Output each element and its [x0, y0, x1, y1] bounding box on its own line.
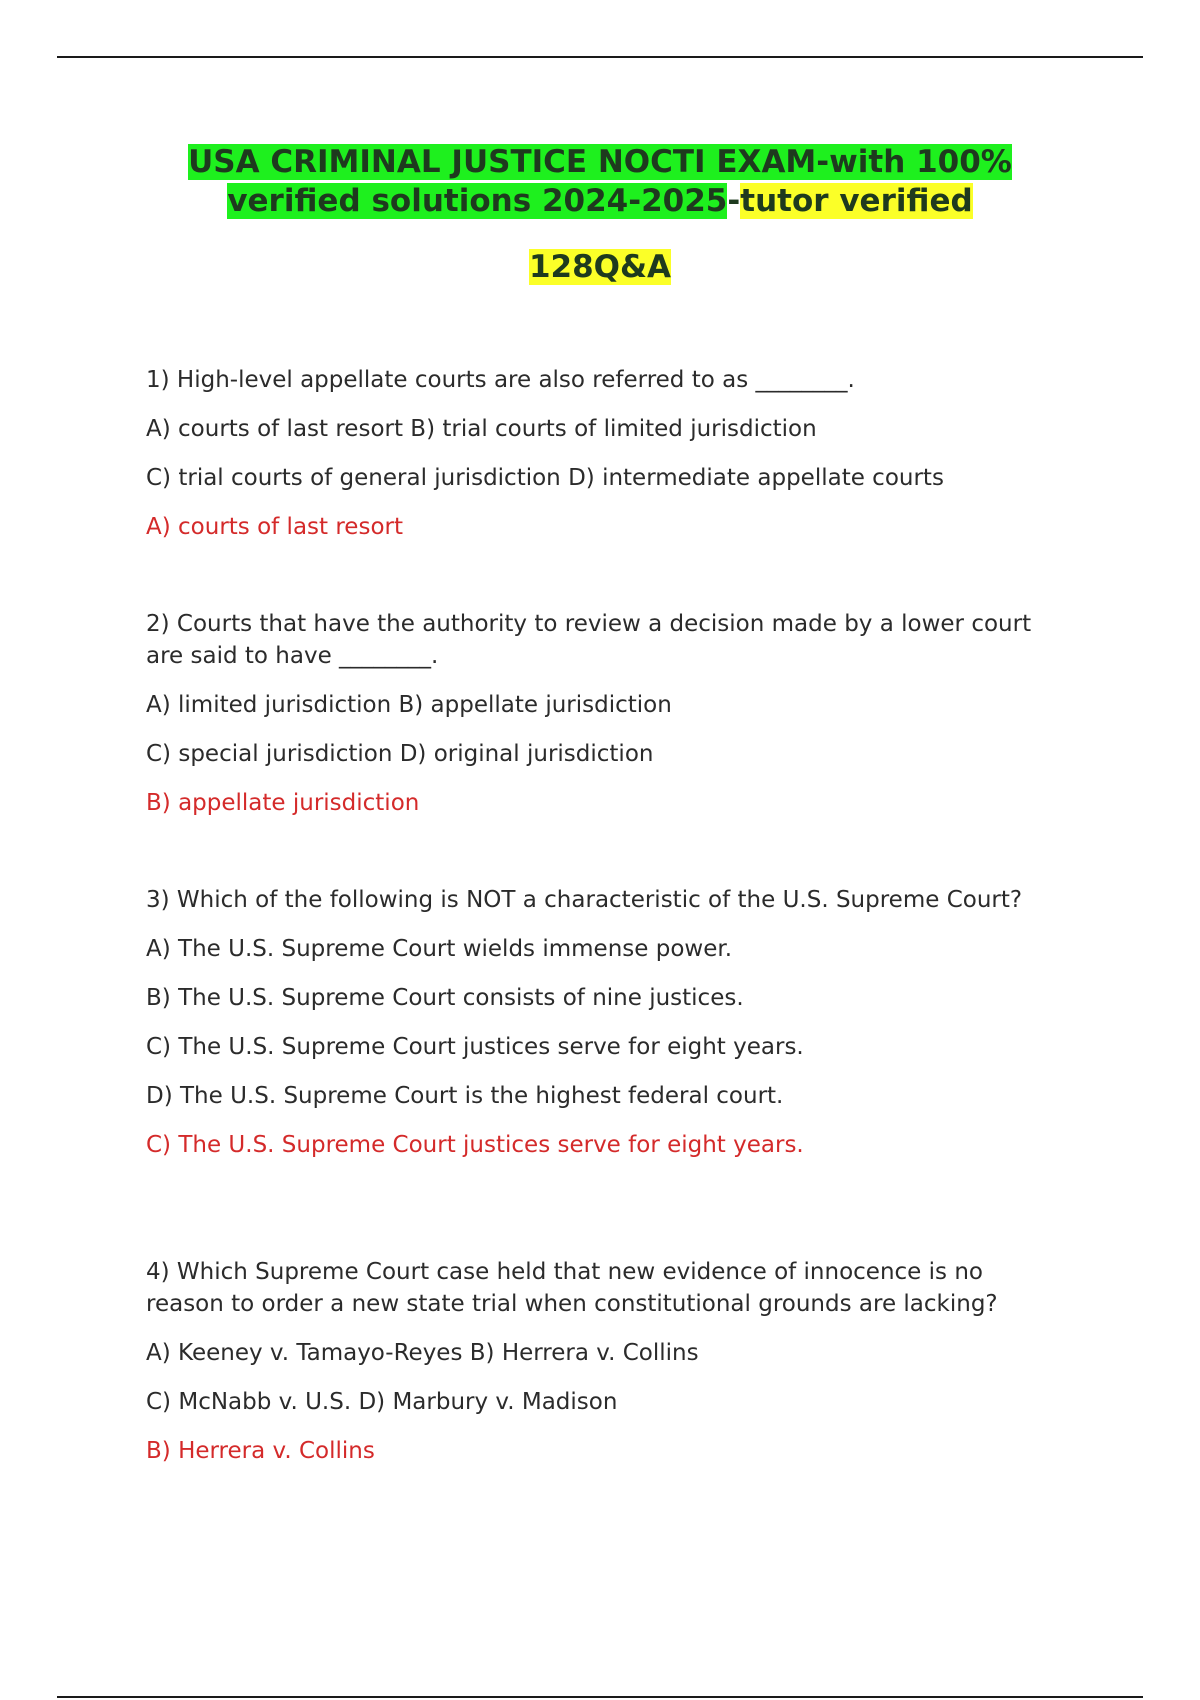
- option-line: C) trial courts of general jurisdiction D) intermediate appellate courts: [146, 465, 944, 491]
- option-line: B) The U.S. Supreme Court consists of nine justices.: [146, 985, 744, 1011]
- answer-text: B) Herrera v. Collins: [146, 1438, 375, 1464]
- option-line: A) limited jurisdiction B) appellate jurisdiction: [146, 692, 672, 718]
- option-line: D) The U.S. Supreme Court is the highest federal court.: [146, 1083, 784, 1109]
- option-line: C) special jurisdiction D) original jurisdiction: [146, 741, 654, 767]
- title-part3: tutor verified: [740, 183, 973, 219]
- answer-text: A) courts of last resort: [146, 514, 403, 540]
- option-line: A) The U.S. Supreme Court wields immense power.: [146, 936, 733, 962]
- question-block-1: [146, 364, 1066, 560]
- option-line: A) Keeney v. Tamayo-Reyes B) Herrera v. Collins: [146, 1340, 699, 1366]
- subtitle-count: 128Q&A: [528, 249, 672, 285]
- option-line: C) The U.S. Supreme Court justices serve for eight years.: [146, 1034, 804, 1060]
- bottom-rule: [57, 1696, 1143, 1698]
- question-text: 2) Courts that have the authority to review a decision made by a lower court are said to have ________.: [146, 611, 1032, 669]
- question-text: 1) High-level appellate courts are also referred to as ________.: [146, 367, 855, 393]
- answer-text: C) The U.S. Supreme Court justices serve for eight years.: [146, 1132, 804, 1158]
- question-block-3: [146, 884, 1066, 1178]
- question-text: 4) Which Supreme Court case held that new evidence of innocence is no reason to order a new state trial when constitutional grounds are lacking?: [146, 1259, 998, 1317]
- title-part2: verified solutions 2024-2025: [227, 183, 728, 219]
- title-dash: -: [727, 183, 741, 219]
- document-title: [0, 143, 1200, 221]
- option-line: A) courts of last resort B) trial courts of limited jurisdiction: [146, 416, 817, 442]
- question-block-2: [146, 608, 1066, 836]
- document-subtitle: [0, 248, 1200, 287]
- top-rule: [57, 56, 1143, 58]
- question-block-4: [146, 1256, 1066, 1484]
- title-part1: USA CRIMINAL JUSTICE NOCTI EXAM-with 100%: [188, 144, 1012, 180]
- question-text: 3) Which of the following is NOT a characteristic of the U.S. Supreme Court?: [146, 887, 1023, 913]
- answer-text: B) appellate jurisdiction: [146, 790, 420, 816]
- option-line: C) McNabb v. U.S. D) Marbury v. Madison: [146, 1389, 618, 1415]
